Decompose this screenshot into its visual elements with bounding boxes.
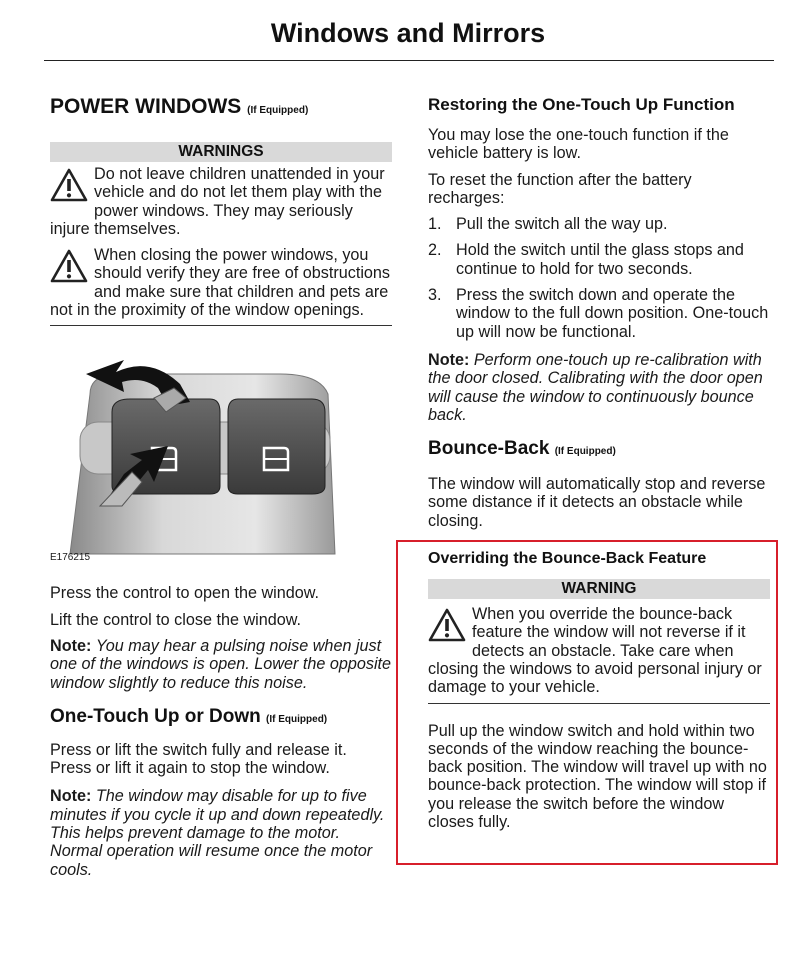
press-text: Press the control to open the window. bbox=[50, 584, 320, 603]
power-windows-heading bbox=[50, 94, 392, 124]
list-item bbox=[428, 241, 770, 278]
warning-text-override: When you override the bounce-back feature the window will not reverse if it detects an obstacle. Take care when closing the windows to avoid personal injury or damage to your vehicle. bbox=[428, 605, 762, 697]
bounce-back-heading bbox=[428, 438, 770, 463]
step-number: 3. bbox=[428, 286, 442, 305]
list-item bbox=[428, 286, 770, 341]
warning-item-children bbox=[50, 165, 392, 238]
one-touch-tag: (If Equipped) bbox=[266, 713, 328, 725]
restore-text-1: You may lose the one-touch function if the vehicle battery is low. bbox=[428, 126, 729, 163]
one-touch-title: One-Touch Up or Down bbox=[50, 705, 261, 727]
note-recalibration-text: Perform one-touch up re-calibration with the door closed. Calibrating with the door open will cause the window to continuously bounce back. bbox=[428, 350, 763, 424]
warning-triangle-icon bbox=[50, 167, 88, 203]
highlight-box bbox=[396, 540, 778, 865]
title-divider bbox=[44, 60, 774, 61]
list-item bbox=[428, 215, 770, 233]
one-touch-text: Press or lift the switch fully and release it. Press or lift it again to stop the window. bbox=[50, 740, 347, 778]
restore-heading: Restoring the One-Touch Up Function bbox=[428, 95, 735, 114]
note-pulsing-text: You may hear a pulsing noise when just one of the windows is open. Lower the opposite window slightly to reduce this noise. bbox=[50, 636, 392, 692]
warning-text-obstructions: When closing the power windows, you should verify they are free of obstructions and make sure that children and pets are not in the proximity of the window openings. bbox=[50, 246, 391, 320]
step-text: Press the switch down and operate the window to the full down position. One-touch up will now be functional. bbox=[456, 286, 769, 341]
note-label: Note: bbox=[50, 787, 92, 806]
warnings-bar: WARNINGS bbox=[50, 142, 392, 162]
page-title: Windows and Mirrors bbox=[270, 18, 546, 48]
step-number: 2. bbox=[428, 241, 442, 260]
step-text: Hold the switch until the glass stops and continue to hold for two seconds. bbox=[456, 241, 744, 278]
power-windows-tag: (If Equipped) bbox=[247, 105, 309, 116]
restore-text-2: To reset the function after the battery recharges: bbox=[428, 170, 692, 207]
bounce-back-text: The window will automatically stop and reverse some distance if it detects an obstacle while closing. bbox=[428, 475, 766, 530]
warning-item-obstructions bbox=[50, 246, 392, 319]
bounce-back-title: Bounce-Back bbox=[428, 438, 550, 460]
override-text: Pull up the window switch and hold within two seconds of the window reaching the bounce-back position. The window will travel up with no bounce-back protection. The window will stop if you release the switch before the window closes fully. bbox=[428, 721, 767, 832]
note-pulsing bbox=[50, 637, 392, 692]
reset-steps-list bbox=[428, 215, 770, 341]
override-heading: Overriding the Bounce-Back Feature bbox=[428, 550, 707, 568]
note-recalibration bbox=[428, 351, 770, 424]
window-switch-illustration bbox=[50, 354, 350, 584]
warning-bar: WARNING bbox=[428, 579, 770, 599]
step-text: Pull the switch all the way up. bbox=[456, 215, 668, 234]
warning-triangle-icon bbox=[50, 248, 88, 284]
note-label: Note: bbox=[428, 350, 470, 369]
note-label: Note: bbox=[50, 636, 92, 655]
warning-text-children: Do not leave children unattended in your vehicle and do not let them play with the power windows. They may seriously injure themselves. bbox=[50, 165, 385, 238]
figure-code: E176215 bbox=[50, 552, 91, 564]
left-column bbox=[50, 94, 392, 879]
note-disable-text: The window may disable for up to five minutes if you cycle it up and down repeatedly. This helps prevent damage to the motor. Normal operation will resume once the motor cools. bbox=[50, 787, 385, 879]
lift-text: Lift the control to close the window. bbox=[50, 610, 302, 629]
window-switch-diagram bbox=[50, 354, 350, 564]
bounce-back-tag: (If Equipped) bbox=[554, 446, 616, 458]
note-disable bbox=[50, 787, 392, 878]
step-number: 1. bbox=[428, 215, 442, 234]
power-windows-title: POWER WINDOWS bbox=[50, 95, 242, 118]
one-touch-heading bbox=[50, 706, 392, 731]
